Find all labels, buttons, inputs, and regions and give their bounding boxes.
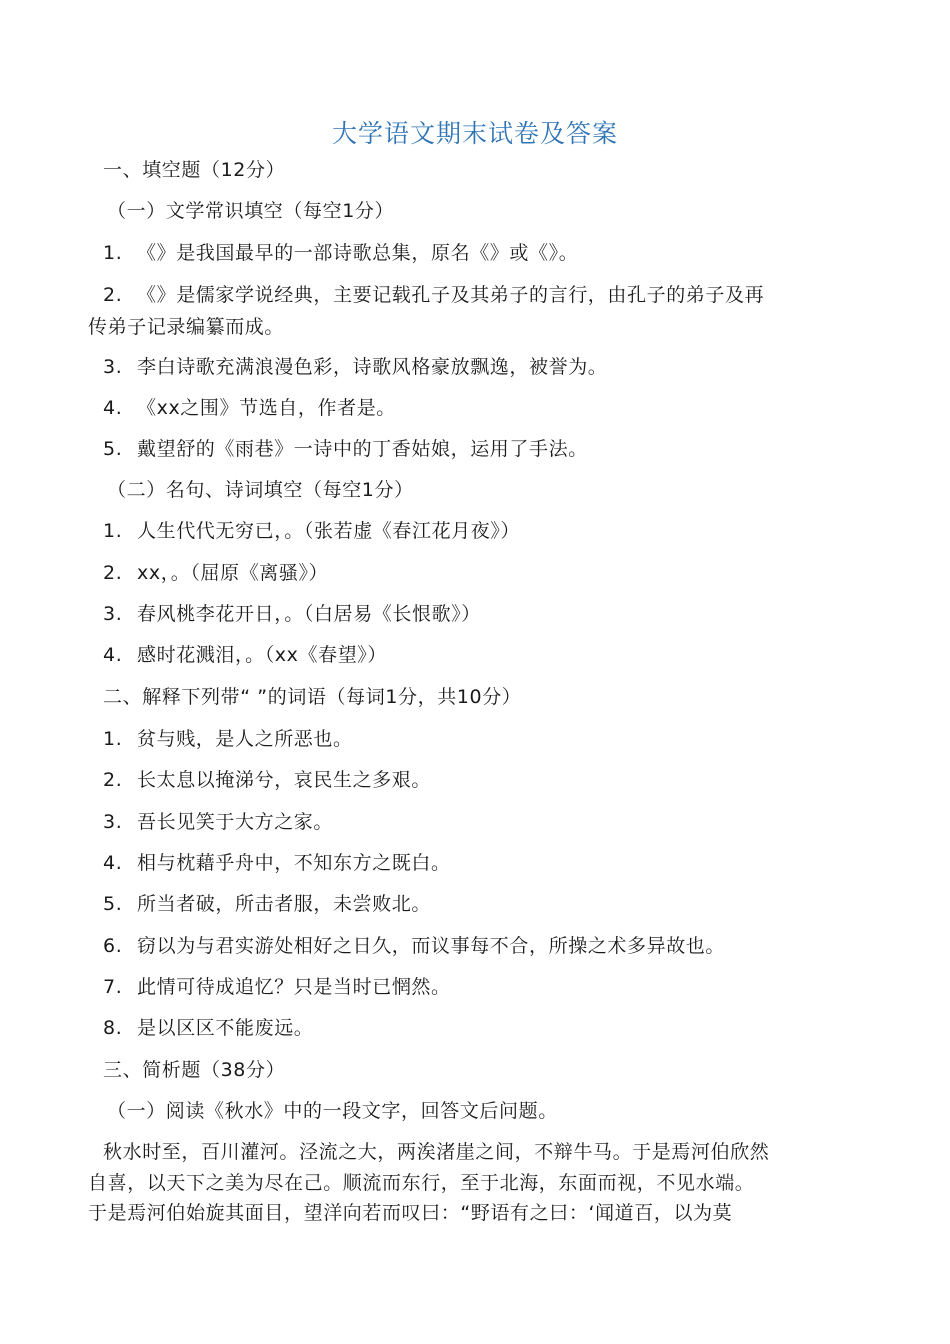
question-number: 4. — [103, 644, 123, 666]
question-item — [103, 352, 607, 382]
question-item — [103, 765, 431, 795]
question-number: 1. — [103, 520, 123, 542]
question-item — [103, 931, 725, 961]
question-item — [103, 558, 328, 588]
question-number: 5. — [103, 893, 123, 915]
question-number: 3. — [103, 811, 123, 833]
question-number: 3. — [103, 356, 123, 378]
question-item — [103, 280, 764, 310]
question-number: 4. — [103, 397, 123, 419]
question-item — [103, 393, 396, 423]
question-text: 《》是我国最早的一部诗歌总集，原名《》或《》。 — [137, 242, 579, 264]
question-number: 2. — [103, 769, 123, 791]
question-text: 人生代代无穷已，。（张若虚《春江花月夜》） — [137, 520, 521, 542]
question-number: 1. — [103, 242, 123, 264]
question-text: 《xx之围》节选自，作者是。 — [137, 397, 396, 419]
question-text: 吾长见笑于大方之家。 — [137, 811, 334, 833]
question-number: 3. — [103, 603, 123, 625]
question-item — [103, 516, 520, 546]
question-text: 相与枕藉乎舟中，不知东方之既白。 — [137, 852, 451, 874]
question-text: 李白诗歌充满浪漫色彩，诗歌风格豪放飘逸，被誉为。 — [137, 356, 608, 378]
question-text: xx，。（屈原《离骚》） — [137, 562, 329, 584]
question-item — [103, 434, 588, 464]
question-item — [103, 238, 578, 268]
question-item — [103, 1013, 313, 1043]
question-number: 6. — [103, 935, 123, 957]
question-item — [103, 848, 451, 878]
question-item — [103, 889, 431, 919]
question-text: 春风桃李花开日，。（白居易《长恨歌》） — [137, 603, 481, 625]
question-item — [103, 640, 387, 670]
question-text: 是以区区不能废远。 — [137, 1017, 314, 1039]
section-1-part-2-heading: （二）名句、诗词填空（每空1分） — [107, 479, 414, 501]
question-number: 5. — [103, 438, 123, 460]
question-number: 8. — [103, 1017, 123, 1039]
question-number: 2. — [103, 562, 123, 584]
question-number: 7. — [103, 976, 123, 998]
question-item — [103, 599, 481, 629]
question-number: 4. — [103, 852, 123, 874]
document-title: 大学语文期末试卷及答案 — [331, 119, 618, 148]
question-text: 此情可待成追忆？只是当时已惘然。 — [137, 976, 451, 998]
section-3-heading: 三、简析题（38分） — [103, 1059, 286, 1081]
question-item — [103, 972, 451, 1002]
question-item — [103, 807, 333, 837]
question-item — [103, 724, 353, 754]
question-text: 《》是儒家学说经典，主要记载孔子及其弟子的言行，由孔子的弟子及再 — [137, 284, 765, 306]
passage-line: 于是焉河伯始旋其面目，望洋向若而叹曰：“野语有之曰：‘闻道百，以为莫 — [88, 1202, 733, 1224]
question-number: 2. — [103, 284, 123, 306]
section-1-heading: 一、填空题（12分） — [103, 159, 286, 181]
question-text: 窃以为与君实游处相好之日久，而议事每不合，所操之术多异故也。 — [137, 935, 726, 957]
passage-line: 秋水时至，百川灌河。泾流之大，两涘渚崖之间，不辩牛马。于是焉河伯欣然 — [103, 1141, 770, 1163]
question-text: 长太息以掩涕兮，哀民生之多艰。 — [137, 769, 432, 791]
question-text: 戴望舒的《雨巷》一诗中的丁香姑娘，运用了手法。 — [137, 438, 588, 460]
question-text: 所当者破，所击者服，未尝败北。 — [137, 893, 432, 915]
section-3-part-1-heading: （一）阅读《秋水》中的一段文字，回答文后问题。 — [107, 1100, 558, 1122]
section-1-part-1-heading: （一）文学常识填空（每空1分） — [107, 200, 395, 222]
section-2-heading: 二、解释下列带“ ”的词语（每词1分，共10分） — [103, 686, 522, 708]
question-text: 感时花溅泪，。（xx《春望》） — [137, 644, 387, 666]
question-text: 贫与贱，是人之所恶也。 — [137, 728, 353, 750]
question-text-continuation: 传弟子记录编纂而成。 — [88, 316, 285, 338]
passage-line: 自喜，以天下之美为尽在己。顺流而东行，至于北海，东面而视，不见水端。 — [88, 1172, 755, 1194]
question-number: 1. — [103, 728, 123, 750]
